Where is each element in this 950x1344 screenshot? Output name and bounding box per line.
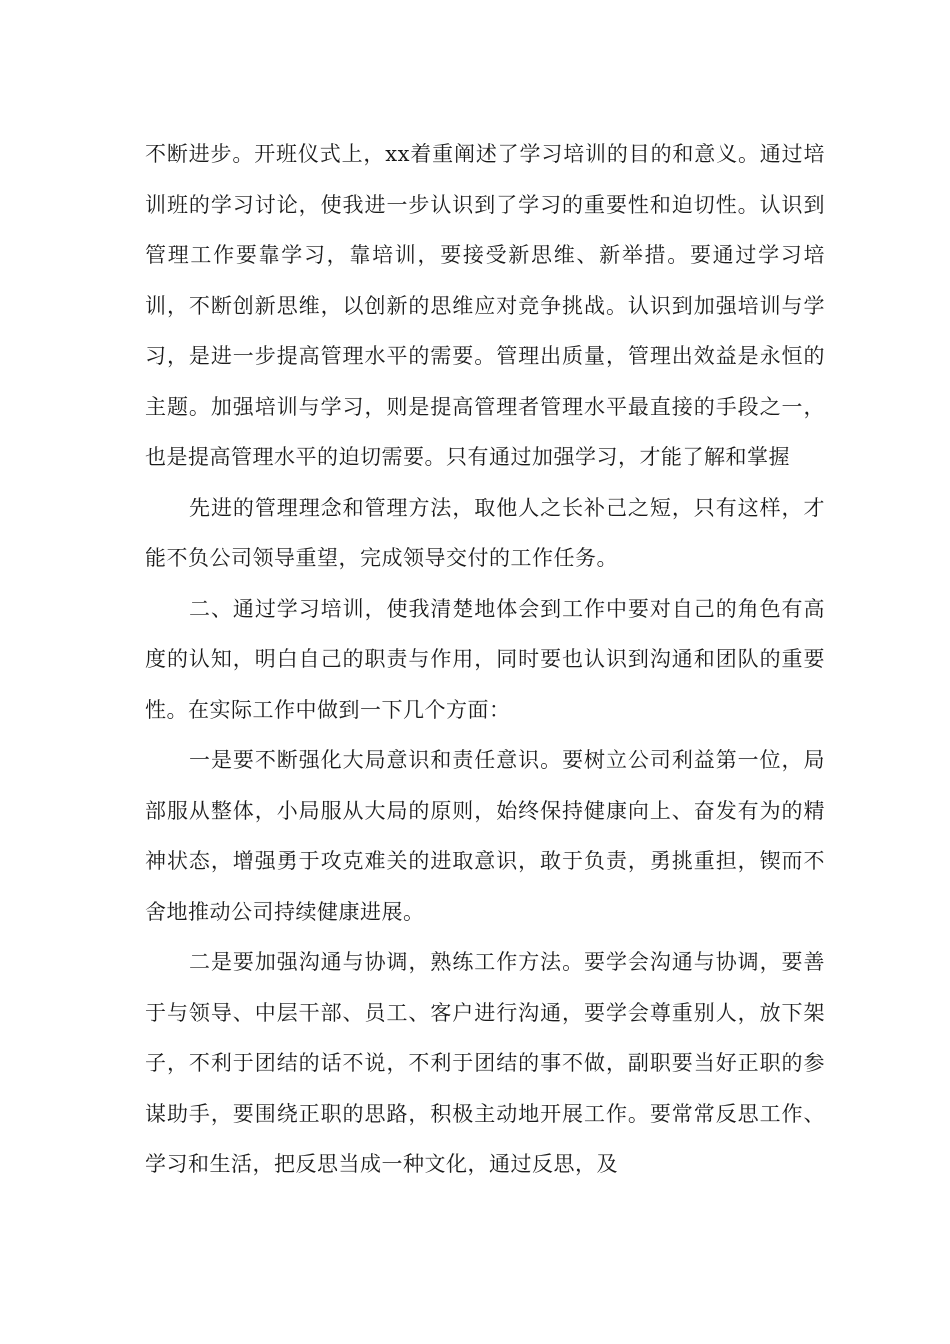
paragraph-2: 先进的管理理念和管理方法，取他人之长补己之短，只有这样，才能不负公司领导重望，完成领导交付的工作任务。 [145,495,825,570]
paragraph-5: 二是要加强沟通与协调，熟练工作方法。要学会沟通与协调，要善于与领导、中层干部、员工、客户进行沟通，要学会尊重别人，放下架子，不利于团结的话不说，不利于团结的事不做，副职要当好正职的参谋助手，要围绕正职的思路，积极主动地开展工作。要常常反思工作、学习和生活，把反思当成一种文化，通过反思，及 [145,950,825,1176]
paragraph-1: 不断进步。开班仪式上，xx着重阐述了学习培训的目的和意义。通过培训班的学习讨论，使我进一步认识到了学习的重要性和迫切性。认识到管理工作要靠学习，靠培训，要接受新思维、新举措。要通过学习培训，不断创新思维，以创新的思维应对竞争挑战。认识到加强培训与学习，是进一步提高管理水平的需要。管理出质量，管理出效益是永恒的主题。加强培训与学习，则是提高管理者管理水平最直接的手段之一，也是提高管理水平的迫切需要。只有通过加强学习，才能了解和掌握 [145,142,825,469]
document-body [145,129,825,1190]
paragraph-4: 一是要不断强化大局意识和责任意识。要树立公司利益第一位，局部服从整体，小局服从大局的原则，始终保持健康向上、奋发有为的精神状态，增强勇于攻克难关的进取意识，敢于负责，勇挑重担，锲而不舍地推动公司持续健康进展。 [145,748,825,924]
paragraph-3: 二、通过学习培训，使我清楚地体会到工作中要对自己的角色有高度的认知，明白自己的职责与作用，同时要也认识到沟通和团队的重要性。在实际工作中做到一下几个方面： [145,596,825,722]
